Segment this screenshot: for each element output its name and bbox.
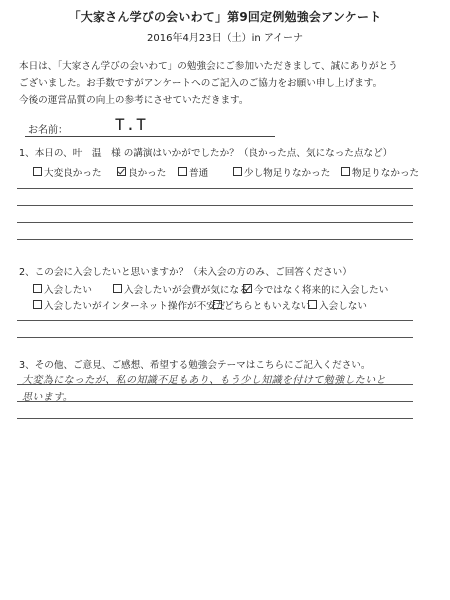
checkbox-icon[interactable] (178, 167, 187, 176)
name-value: T.T (115, 115, 147, 134)
q1-option-very-good[interactable]: 大変良かった (33, 165, 102, 179)
checkbox-icon[interactable] (233, 167, 242, 176)
q2-option-undecided[interactable]: どちらともいえない (213, 298, 310, 312)
q2-question: 2、この会に入会したいと思いますか？（未入会の方のみ、ご回答ください） (19, 267, 352, 278)
survey-title: 「大家さん学びの会いわて」第9回定例勉強会アンケート (68, 10, 382, 24)
intro-line: 本日は、「大家さん学びの会いわて」の勉強会にご参加いただきまして、誠にありがとう (19, 61, 398, 72)
q2-option-join[interactable]: 入会したい (33, 282, 92, 296)
name-label: お名前： (28, 125, 68, 136)
checked-checkbox-icon[interactable] (243, 284, 252, 293)
q2-option-join-later[interactable]: 今ではなく将来的に入会したい (243, 282, 388, 296)
checkbox-icon[interactable] (33, 167, 42, 176)
q1-option-unsatisfying[interactable]: 物足りなかった (341, 165, 419, 179)
q1-question: 1、本日の、叶 温 様 の講演はいかがでしたか？（良かった点、気になった点など） (19, 148, 393, 159)
checkbox-icon[interactable] (113, 284, 122, 293)
answer-line (17, 188, 413, 189)
intro-text (19, 58, 439, 109)
answer-line (17, 418, 413, 419)
q1-option-good[interactable]: 良かった (117, 165, 166, 179)
intro-line: ございました。お手数ですがアンケートへのご記入のご協力をお願い申し上げます。 (19, 78, 383, 89)
answer-line (17, 384, 413, 385)
checkbox-icon[interactable] (33, 284, 42, 293)
q2-option-fee-concern[interactable]: 入会したいが会費が気になる (113, 282, 249, 296)
answer-line (17, 337, 413, 338)
q1-option-normal[interactable]: 普通 (178, 165, 208, 179)
answer-line (17, 320, 413, 321)
answer-line (17, 239, 413, 240)
survey-date: 2016年4月23日（土）in アイーナ (147, 33, 303, 44)
checkbox-icon[interactable] (341, 167, 350, 176)
answer-line (17, 401, 413, 402)
checkbox-icon[interactable] (33, 300, 42, 309)
answer-line (17, 205, 413, 206)
checked-checkbox-icon[interactable] (117, 167, 126, 176)
q1-option-slightly-unsatisfying[interactable]: 少し物足りなかった (233, 165, 330, 179)
checkbox-icon[interactable] (213, 300, 222, 309)
q3-handwritten-answer: 大変為になったが、私の知識不足もあり、もう少し知識を付けて勉強したいと (22, 375, 386, 386)
q2-option-internet-concern[interactable]: 入会したいがインターネット操作が不安だ (33, 298, 225, 312)
name-field[interactable] (25, 115, 275, 137)
intro-line: 今後の運営品質の向上の参考にさせていただきます。 (19, 95, 249, 106)
answer-line (17, 222, 413, 223)
q3-question: 3、その他、ご意見、ご感想、希望する勉強会テーマはこちらにご記入ください。 (19, 360, 371, 371)
q3-handwritten-answer: 思います。 (22, 392, 74, 403)
checkbox-icon[interactable] (308, 300, 317, 309)
q2-option-not-join[interactable]: 入会しない (308, 298, 367, 312)
